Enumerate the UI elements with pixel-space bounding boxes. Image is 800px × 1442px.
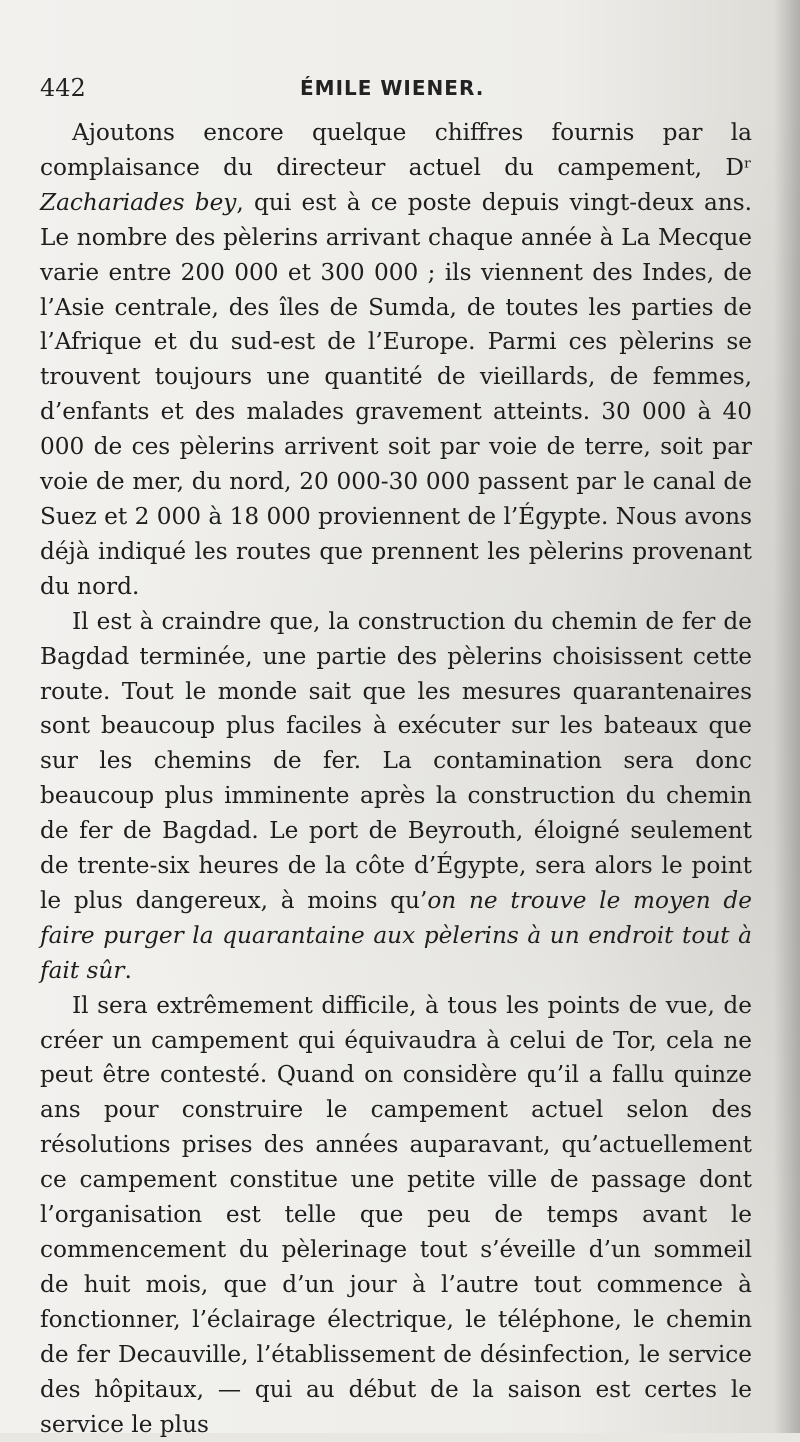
page-gutter-shadow [774,0,800,1433]
paragraph-1-text-b: , qui est à ce poste depuis vingt-deux ans. Le nombre des pèlerins arrivant chaque année à La Mecque varie entre 200 000 et 300 000 ; ils viennent des Indes, de l’Asie centrale, des îles de Sumda, de toutes les parties de l’Afrique et du sud-est de l’Europe. Parmi ces pèlerins se trouvent toujours une quantité de vieillards, de femmes, d’enfants et des malades gravement atteints. 30 000 à 40 000 de ces pèlerins arrivent soit par voie de terre, soit par voie de mer, du nord, 20 000-30 000 passent par le canal de Suez et 2 000 à 18 000 proviennent de l’Égypte. Nous avons déjà indiqué les routes que prennent les pèlerins provenant du nord. [40,188,752,600]
paragraph-campement [40,989,752,1442]
paragraph-2-text-a: Il est à craindre que, la construction du chemin de fer de Bagdad terminée, une partie des pèlerins choisissent cette route. Tout le monde sait que les mesures quarantenaires sont beaucoup plus faciles à exécuter sur les bateaux que sur les chemins de fer. La contamination sera donc beaucoup plus imminente après la construction du chemin de fer de Bagdad. Le port de Beyrouth, éloigné seulement de trente-six heures de la côte d’Égypte, sera alors le point le plus dangereux, à moins qu’ [40,607,752,914]
paragraph-2-text-b: . [124,956,132,984]
page-number: 442 [40,74,86,102]
paragraph-statistics [40,116,752,605]
paragraph-3-text: Il sera extrêmement difficile, à tous les points de vue, de créer un campement qui équivaudra à celui de Tor, cela ne peut être contesté. Quand on considère qu’il a fallu quinze ans pour construire le campement actuel selon des résolutions prises des années auparavant, qu’actuellement ce campement constitue une petite ville de passage dont l’organisation est telle que peu de temps avant le commencement du pèlerinage tout s’éveille d’un sommeil de huit mois, que d’un jour à l’autre tout commence à fonctionner, l’éclairage électrique, le téléphone, le chemin de fer Decauville, l’établissement de désinfection, le service des hôpitaux, — qui au début de la saison est certes le service le plus [40,991,752,1438]
running-head [40,70,760,104]
running-title: ÉMILE WIENER. [300,76,485,100]
paragraph-1-text-a: Ajoutons encore quelque chiffres fournis par la complaisance du directeur actuel du campement, Dʳ [40,119,752,181]
body-text [40,116,752,1442]
paragraph-2-italic: on ne trouve le moyen de faire purger la quarantaine aux pèlerins à un endroit tout à fait sûr [40,886,752,984]
paragraph-bagdad-railway [40,605,752,989]
director-name: Zachariades bey [40,188,237,216]
